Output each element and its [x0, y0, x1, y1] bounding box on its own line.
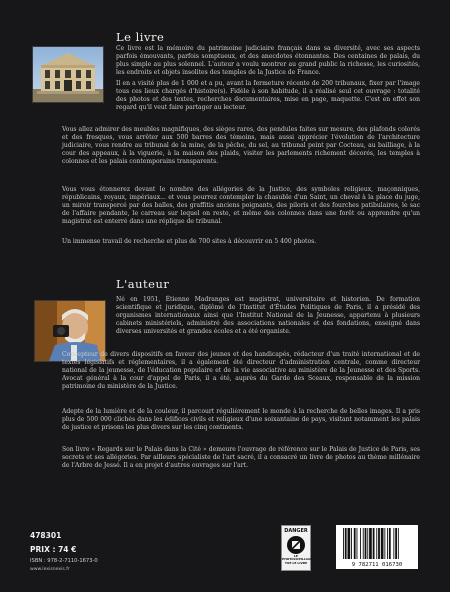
livre-paragraph-4: Vous vous étonnerez devant le nombre des allégories de la Justice, des symboles religieux, maçonniques, républicains, royaux, impériaux... et vous pourrez contempler la chasuble d'un Saint, un cheval à la place du juge, un miroir transpercé par des balles, des graffitis anciens poignants, des piloris et des fourches patibulaires, le sac de l'affaire pendante, le carreau sur lequel on reste, et même des colonnes dans une forêt ou apprendre qu'un magistrat est enterré dans une réplique de tribunal.	[62, 186, 420, 226]
auteur-paragraph-4: Son livre « Regards sur le Palais dans la Cité » demeure l'ouvrage de référence sur le Palais de Justice de Paris, ses secrets et ses allégories. Par ailleurs spécialiste de l'art sacré, il a consacré un livre de photos au thème millénaire de l'Arbre de Jessé. Il a en projet d'autres ouvrages sur l'art.	[62, 446, 420, 470]
price-label: PRIX : 74 €	[30, 545, 77, 554]
website-label: www.lexisnexis.fr	[30, 567, 70, 572]
barcode-bars	[336, 527, 418, 563]
barcode-bar	[363, 528, 364, 559]
auteur-paragraph-1: Né en 1951, Étienne Madranges est magistrat, universitaire et historien. De formation scientifique et juridique, diplômé de l'Institut d'Études Politiques de Paris, il a présidé des organismes internationaux ainsi que l'Institut National de la Jeunesse, appartenu à plusieurs cabinets ministériels, administré des associations nationales et des fondations, enseigné dans diverses universités et grandes écoles et a été organiste.	[116, 296, 420, 336]
barcode-bar	[360, 528, 361, 559]
livre-paragraph-3: Vous allez admirer des meubles magnifiques, des sièges rares, des pendules faites sur mesure, des plafonds colorés et des fresques, vous arrêter aux 500 barres des témoins, mais aussi apprécier l'évolution de l'architecture judiciaire, vous rendre au tribunal de la mine, de la pêche, du sel, au tribunal peint par Cocteau, au bailliage, à la cour des appeaux, à la viguerie, à la maison des plaids, visiter les parlements richement décorés, les temples à colonnes et les palais contemporains transparents.	[62, 126, 420, 166]
barcode-number: 9 782711 016730	[351, 562, 403, 568]
auteur-paragraph-2: Concepteur de divers dispositifs en faveur des jeunes et des handicapés, rédacteur d'un traité international et de textes législatifs et réglementaires, il a également été directeur d'administration centrale, comme directeur national de la jeunesse, de l'éducation populaire et de la vie associative au ministère de la Jeunesse et des Sports. Avocat général à la cour d'appel de Paris, il a été, auprès du Garde des Sceaux, responsable de la mission patrimoine du ministère de la Justice.	[62, 351, 420, 391]
barcode-bar	[351, 528, 352, 559]
photocopillage-logo-icon	[281, 525, 311, 571]
danger-label: DANGER	[284, 528, 308, 534]
product-reference: 478301	[30, 531, 62, 540]
barcode-bar	[373, 528, 375, 559]
barcode-bar	[398, 528, 399, 559]
livre-paragraph-1: Ce livre est la mémoire du patrimoine judiciaire français dans sa diversité, avec ses aspects parfois émouvants, parfois somptueux, et des anecdotes étonnantes. Des centaines de palais, du plus simple au plus solennel. L'auteur a voulu montrer au grand public la richesse, les curiosités, les endroits et objets insolites des temples de la Justice de France.	[116, 45, 420, 77]
isbn-label: ISBN : 978-2-7110-1673-0	[30, 558, 98, 564]
auteur-paragraph-3: Adepte de la lumière et de la couleur, il parcourt régulièrement le monde à la recherche de belles images. Il a pris plus de 500 000 clichés dans les édifices civils et religieux d'une soixantaine de pays, visitant notamment les palais de justice et prisons les plus divers sur les cinq continents.	[62, 408, 420, 432]
barcode-bar	[378, 528, 380, 559]
auteur-title: L'auteur	[116, 277, 170, 291]
livre-title: Le livre	[116, 30, 165, 44]
barcode-bar	[369, 528, 372, 559]
barcode-bar	[345, 528, 347, 559]
livre-paragraph-2: Il en a visité plus de 1 000 et a pu, avant la fermeture récente de 200 tribunaux, fixer par l'image tous ces lieux chargés d'histoire(s). Fidèle à son habitude, il a réalisé seul cet ouvrage : totalité des photos et des textes, recherches documentaires, mise en page, maquette. C'est en effet son regard qu'il veut faire partager au lecteur.	[116, 80, 420, 112]
barcode-bar	[381, 528, 384, 559]
barcode-bar	[393, 528, 394, 559]
barcode-bar	[367, 528, 368, 559]
livre-paragraph-5: Un immense travail de recherche et plus de 700 sites à découvrir en 5 400 photos.	[62, 238, 317, 245]
barcode-bar	[384, 528, 385, 559]
barcode-bar	[348, 528, 351, 559]
barcode-bar	[389, 528, 391, 559]
barcode-bar	[357, 528, 358, 559]
danger-caption: LE PHOTOCOPILLAGE TUE LE LIVRE	[282, 554, 313, 565]
courthouse-photo-icon	[33, 47, 103, 102]
barcode-icon	[336, 525, 418, 569]
barcode-bar	[395, 528, 397, 559]
barcode-bar	[354, 528, 356, 559]
courthouse-photo	[32, 46, 104, 103]
barcode-bar	[365, 528, 367, 559]
barcode-bar	[387, 528, 388, 559]
danger-circle-icon	[287, 536, 305, 554]
barcode-bar	[343, 528, 344, 559]
barcode-bar	[376, 528, 377, 559]
